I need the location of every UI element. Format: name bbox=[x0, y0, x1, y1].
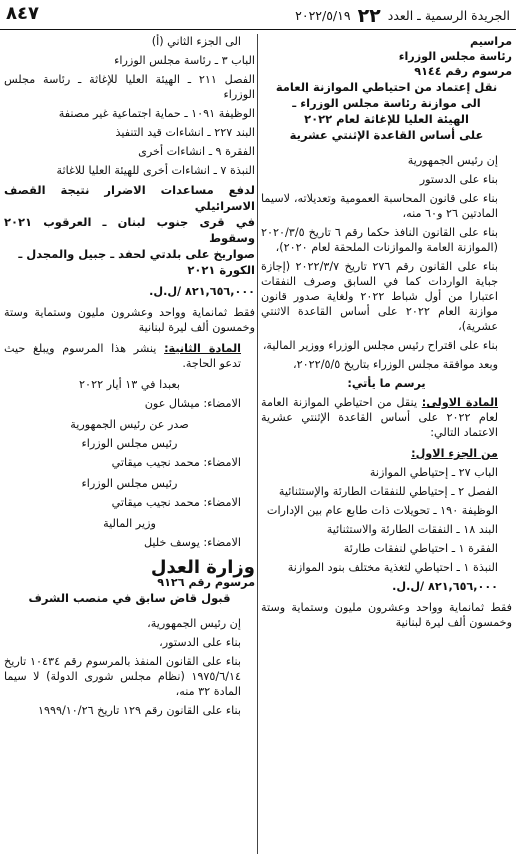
amount-words: فقط ثمانماية وواحد وعشرون مليون وستماية وستة وخمسون ألف ليرة لبنانية bbox=[261, 601, 512, 629]
issue-date: ٢٠٢٢/٥/١٩ bbox=[295, 8, 351, 23]
column-divider bbox=[257, 34, 258, 854]
budget-line: النبذة ١ ـ احتياطي لتغذية مختلف بنود الموازنة bbox=[287, 561, 498, 574]
budget-line: النبذة ٧ ـ انشاءات أخرى للهيئة العليا للاغاثة bbox=[56, 164, 255, 177]
decree-title bbox=[261, 79, 512, 143]
article-2-label: المادة الثانية: bbox=[164, 342, 242, 355]
page-header bbox=[0, 0, 516, 30]
recital: بناء على القانون رقم ١٢٩ تاريخ ١٩٩٩/١٠/٢٦ bbox=[37, 704, 241, 717]
article-1 bbox=[261, 395, 512, 440]
budget-line: الفقرة ١ ـ احتياطي لنفقات طارئة bbox=[343, 542, 498, 555]
budget-line: البند ١٨ ـ النفقات الطارئة والاستثنائية bbox=[326, 523, 498, 536]
part-1-label: من الجزء الاول: bbox=[411, 447, 498, 460]
decree-2-number: مرسوم رقم ٩١٢٦ bbox=[157, 576, 255, 589]
pm-title: رئيس مجلس الوزراء bbox=[81, 437, 178, 450]
recital: بناء على القانون المنفذ بالمرسوم رقم ١٠٤٣٤ تاريخ ١٩٧٥/٦/١٤ (نظام مجلس شورى الدولة) لا سيما المادة ٣٢ منه، bbox=[4, 655, 241, 698]
recital: بناء على الدستور bbox=[419, 173, 498, 186]
recital: بناء على الدستور، bbox=[159, 636, 241, 649]
right-column bbox=[261, 34, 512, 854]
decree-title-line: نقل إعتماد من احتياطي الموازنة العامة bbox=[275, 80, 498, 94]
to-part-2: الى الجزء الثاني (أ) bbox=[151, 35, 241, 48]
decree-title-line: الهيئة العليا للإغاثة لعام ٢٠٢٢ bbox=[304, 112, 469, 126]
signature-president: الامضاء: ميشال عون bbox=[144, 397, 241, 410]
article-2 bbox=[4, 341, 255, 371]
signature-pm: الامضاء: محمد نجيب ميقاتي bbox=[111, 456, 241, 469]
recital: بناء على القانون رقم ٢٧٦ تاريخ ٢٠٢٢/٣/٧ (إجازة جباية الواردات كما في السابق وصرف النفقات اعتبارا من أول شباط ٢٠٢٢ ولغاية صدور قانون موازنة العام ٢٠٢٢ على أساس القاعدة الاثنتي عشرية)، bbox=[261, 260, 498, 333]
budget-line: الوظيفة ١٠٩١ ـ حماية اجتماعية غير مصنفة bbox=[58, 107, 255, 120]
authority-title: رئاسة مجلس الوزراء bbox=[398, 50, 512, 63]
pm-title: رئيس مجلس الوزراء bbox=[81, 477, 178, 490]
decree-2-title: قبول قاض سابق في منصب الشرف bbox=[28, 591, 231, 605]
intro-line: إن رئيس الجمهورية، bbox=[147, 617, 241, 630]
issue-place-date: بعبدا في ١٣ أيار ٢٠٢٢ bbox=[79, 378, 180, 391]
finance-minister-title: وزير المالية bbox=[103, 517, 156, 530]
decrees-line: يرسم ما يأتي: bbox=[347, 377, 426, 390]
page-number: ٨٤٧ bbox=[6, 3, 39, 24]
purpose-block bbox=[4, 182, 255, 278]
purpose-line: الكورة ٢٠٢١ bbox=[187, 263, 255, 277]
decree-title-line: على أساس القاعدة الإثنتي عشرية bbox=[289, 128, 484, 142]
budget-line: الفقرة ٩ ـ انشاءات أخرى bbox=[138, 145, 255, 158]
signature-pm: الامضاء: محمد نجيب ميقاتي bbox=[111, 496, 241, 509]
article-2-text: ينشر هذا المرسوم ويبلغ حيث تدعو الحاجة. bbox=[4, 342, 241, 370]
decree-number: مرسوم رقم ٩١٤٤ bbox=[414, 65, 512, 78]
budget-line: البند ٢٢٧ ـ انشاءات قيد التنفيذ bbox=[115, 126, 255, 139]
recital: بناء على اقتراح رئيس مجلس الوزراء ووزير المالية، bbox=[262, 339, 498, 352]
recital: بناء على القانون النافذ حكما رقم ٦ تاريخ ٢٠٢٠/٣/٥ (الموازنة العامة والموازنات الملحقة لعام ٢٠٢٠)، bbox=[261, 226, 498, 254]
budget-line: الفصل ٢١١ ـ الهيئة العليا للإغاثة ـ رئاسة مجلس الوزراء bbox=[4, 73, 255, 101]
article-1-label: المادة الاولى: bbox=[421, 396, 499, 409]
amount: ٨٢١,٦٥٦,٠٠٠ /ل.ل. bbox=[149, 285, 255, 298]
purpose-line: لدفع مساعدات الاضرار نتيجة القصف الاسرائيلي bbox=[4, 183, 255, 213]
intro-line: إن رئيس الجمهورية bbox=[407, 154, 498, 167]
budget-line: الفصل ٢ ـ إحتياطي للنفقات الطارئة والإستثنائية bbox=[278, 485, 498, 498]
recital: بناء على قانون المحاسبة العمومية وتعديلاته، لاسيما المادتين ٢٦ و٦٠ منه، bbox=[261, 192, 498, 220]
decree-title-line: الى موازنة رئاسة مجلس الوزراء ـ bbox=[292, 96, 481, 110]
journal-name: الجريدة الرسمية bbox=[424, 8, 510, 23]
signature-finance: الامضاء: يوسف خليل bbox=[143, 536, 241, 549]
issue-number: ٢٢ bbox=[357, 5, 381, 27]
article-1-text: ينقل من احتياطي الموازنة العامة لعام ٢٠٢٢ على أساس القاعدة الإثنتي عشرية الاعتماد التالي: bbox=[261, 396, 498, 439]
issue-word: العدد bbox=[387, 8, 414, 23]
recital: وبعد موافقة مجلس الوزراء بتاريخ ٢٠٢٢/٥/٥، bbox=[293, 358, 498, 371]
budget-line: الباب ٢٧ ـ إحتياطي الموازنة bbox=[369, 466, 498, 479]
ministry-title: وزارة العدل bbox=[150, 557, 255, 578]
budget-line: الوظيفة ١٩٠ ـ تحويلات ذات طابع عام بين الإدارات bbox=[266, 504, 498, 517]
amount-words: فقط ثمانماية وواحد وعشرون مليون وستماية وستة وخمسون ألف ليرة لبنانية bbox=[4, 306, 255, 334]
decree-2-title-block bbox=[4, 590, 255, 606]
budget-line: الباب ٣ ـ رئاسة مجلس الوزراء bbox=[114, 54, 255, 67]
section-title: مراسيم bbox=[469, 35, 512, 48]
header-journal-line: الجريدة الرسمية ـ العدد ٢٢ ٢٠٢٢/٥/١٩ bbox=[295, 5, 510, 27]
amount: ٨٢١,٦٥٦,٠٠٠ /ل.ل. bbox=[392, 580, 498, 593]
purpose-line: في قرى جنوب لبنان ـ العرقوب ٢٠٢١ وسقوط bbox=[4, 215, 255, 245]
issued-by: صدر عن رئيس الجمهورية bbox=[70, 418, 189, 431]
purpose-line: صواريخ على بلدتي لحفد ـ جبيل والمجدل ـ bbox=[18, 247, 255, 261]
left-column bbox=[4, 34, 255, 854]
